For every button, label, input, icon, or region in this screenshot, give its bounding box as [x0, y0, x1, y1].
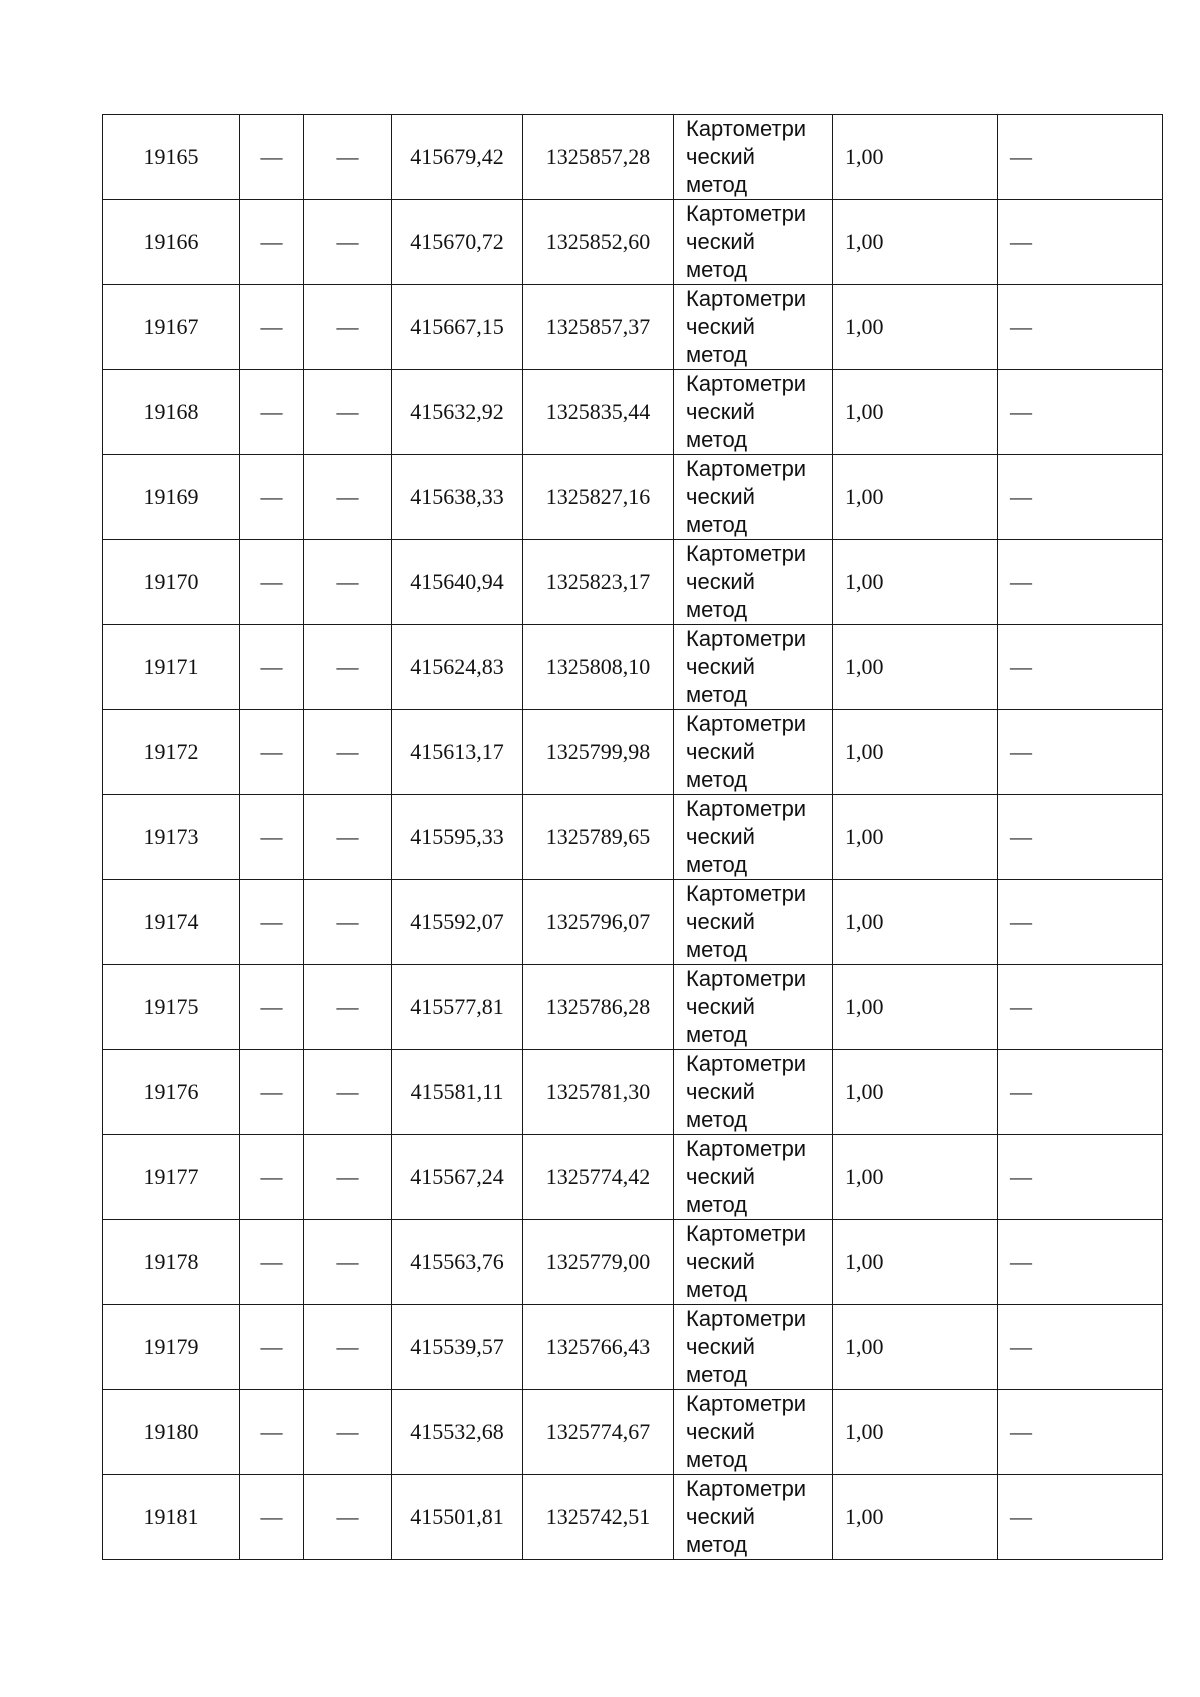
point-number: 19172	[143, 739, 199, 764]
method-text: Картометри ческий метод	[686, 456, 807, 537]
accuracy-cell	[833, 370, 998, 455]
empty-value-cell	[304, 1390, 392, 1475]
dash-value: —	[1010, 739, 1032, 764]
x-coordinate-cell	[392, 1305, 523, 1390]
x-coordinate-cell	[392, 540, 523, 625]
empty-value-cell	[304, 1305, 392, 1390]
method-text: Картометри ческий метод	[686, 626, 807, 707]
point-number: 19166	[143, 229, 199, 254]
point-number: 19174	[143, 909, 199, 934]
point-number: 19173	[143, 824, 199, 849]
description-cell	[998, 1305, 1163, 1390]
dash-value: —	[260, 739, 283, 764]
dash-value: —	[1010, 1249, 1032, 1274]
accuracy-cell	[833, 1220, 998, 1305]
point-number: 19165	[143, 144, 199, 169]
dash-value: —	[1010, 144, 1032, 169]
description-cell	[998, 965, 1163, 1050]
x-coordinate-cell	[392, 1390, 523, 1475]
point-number-cell	[103, 625, 240, 710]
x-coordinate: 415563,76	[410, 1249, 504, 1274]
table-row	[103, 795, 1163, 880]
table-row	[103, 1220, 1163, 1305]
method-text: Картометри ческий метод	[686, 966, 807, 1047]
accuracy-cell	[833, 115, 998, 200]
accuracy-cell	[833, 1475, 998, 1560]
empty-value-cell	[240, 115, 304, 200]
y-coordinate: 1325781,30	[545, 1079, 651, 1104]
method-text: Картометри ческий метод	[686, 201, 807, 282]
point-number-cell	[103, 1050, 240, 1135]
document-page	[102, 114, 1162, 1560]
empty-value-cell	[240, 1135, 304, 1220]
x-coordinate: 415577,81	[410, 994, 504, 1019]
method-cell	[674, 455, 833, 540]
accuracy-cell	[833, 1050, 998, 1135]
method-text: Картометри ческий метод	[686, 1391, 807, 1472]
x-coordinate-cell	[392, 115, 523, 200]
empty-value-cell	[304, 370, 392, 455]
dash-value: —	[1010, 1079, 1032, 1104]
accuracy-value: 1,00	[845, 824, 884, 849]
method-text: Картометри ческий метод	[686, 796, 807, 877]
y-coordinate-cell	[523, 1390, 674, 1475]
x-coordinate-cell	[392, 625, 523, 710]
x-coordinate: 415539,57	[410, 1334, 504, 1359]
accuracy-value: 1,00	[845, 739, 884, 764]
accuracy-cell	[833, 965, 998, 1050]
dash-value: —	[336, 144, 359, 169]
method-cell	[674, 370, 833, 455]
empty-value-cell	[304, 455, 392, 540]
accuracy-cell	[833, 1390, 998, 1475]
dash-value: —	[336, 909, 359, 934]
empty-value-cell	[240, 370, 304, 455]
point-number-cell	[103, 1220, 240, 1305]
accuracy-value: 1,00	[845, 229, 884, 254]
dash-value: —	[336, 824, 359, 849]
accuracy-value: 1,00	[845, 909, 884, 934]
dash-value: —	[260, 994, 283, 1019]
point-number-cell	[103, 1390, 240, 1475]
table-row	[103, 880, 1163, 965]
point-number: 19181	[143, 1504, 199, 1529]
method-cell	[674, 625, 833, 710]
accuracy-value: 1,00	[845, 654, 884, 679]
accuracy-cell	[833, 880, 998, 965]
x-coordinate: 415532,68	[410, 1419, 504, 1444]
method-cell	[674, 1135, 833, 1220]
point-number-cell	[103, 200, 240, 285]
method-text: Картометри ческий метод	[686, 541, 807, 622]
empty-value-cell	[240, 1475, 304, 1560]
method-text: Картометри ческий метод	[686, 1136, 807, 1217]
accuracy-value: 1,00	[845, 1334, 884, 1359]
empty-value-cell	[304, 710, 392, 795]
point-number-cell	[103, 1475, 240, 1560]
table-row	[103, 1390, 1163, 1475]
dash-value: —	[260, 654, 283, 679]
table-row	[103, 625, 1163, 710]
y-coordinate: 1325799,98	[545, 739, 651, 764]
dash-value: —	[260, 824, 283, 849]
dash-value: —	[1010, 399, 1032, 424]
dash-value: —	[260, 1334, 283, 1359]
description-cell	[998, 880, 1163, 965]
y-coordinate-cell	[523, 795, 674, 880]
point-number-cell	[103, 540, 240, 625]
method-text: Картометри ческий метод	[686, 1306, 807, 1387]
x-coordinate: 415592,07	[410, 909, 504, 934]
point-number-cell	[103, 795, 240, 880]
description-cell	[998, 625, 1163, 710]
dash-value: —	[1010, 909, 1032, 934]
description-cell	[998, 455, 1163, 540]
table-row	[103, 285, 1163, 370]
description-cell	[998, 540, 1163, 625]
y-coordinate-cell	[523, 455, 674, 540]
y-coordinate: 1325796,07	[545, 909, 651, 934]
method-cell	[674, 795, 833, 880]
accuracy-value: 1,00	[845, 1164, 884, 1189]
table-row	[103, 1050, 1163, 1135]
dash-value: —	[260, 1419, 283, 1444]
y-coordinate: 1325857,28	[545, 144, 651, 169]
accuracy-cell	[833, 1305, 998, 1390]
empty-value-cell	[304, 625, 392, 710]
dash-value: —	[260, 1504, 283, 1529]
dash-value: —	[1010, 484, 1032, 509]
method-text: Картометри ческий метод	[686, 371, 807, 452]
point-number-cell	[103, 710, 240, 795]
method-text: Картометри ческий метод	[686, 286, 807, 367]
x-coordinate-cell	[392, 795, 523, 880]
empty-value-cell	[304, 200, 392, 285]
point-number: 19168	[143, 399, 199, 424]
y-coordinate-cell	[523, 370, 674, 455]
table-row	[103, 965, 1163, 1050]
dash-value: —	[1010, 229, 1032, 254]
x-coordinate-cell	[392, 965, 523, 1050]
x-coordinate: 415679,42	[410, 144, 504, 169]
y-coordinate-cell	[523, 540, 674, 625]
table-row	[103, 370, 1163, 455]
dash-value: —	[260, 1249, 283, 1274]
empty-value-cell	[240, 880, 304, 965]
empty-value-cell	[240, 965, 304, 1050]
dash-value: —	[260, 314, 283, 339]
method-cell	[674, 540, 833, 625]
empty-value-cell	[240, 540, 304, 625]
method-cell	[674, 1220, 833, 1305]
description-cell	[998, 795, 1163, 880]
y-coordinate: 1325774,42	[545, 1164, 651, 1189]
x-coordinate: 415613,17	[410, 739, 504, 764]
table-row	[103, 115, 1163, 200]
description-cell	[998, 1220, 1163, 1305]
accuracy-value: 1,00	[845, 1079, 884, 1104]
y-coordinate: 1325789,65	[545, 824, 651, 849]
y-coordinate: 1325779,00	[545, 1249, 651, 1274]
method-cell	[674, 285, 833, 370]
dash-value: —	[336, 569, 359, 594]
description-cell	[998, 285, 1163, 370]
x-coordinate-cell	[392, 285, 523, 370]
x-coordinate-cell	[392, 1135, 523, 1220]
dash-value: —	[336, 484, 359, 509]
dash-value: —	[260, 229, 283, 254]
method-cell	[674, 1390, 833, 1475]
y-coordinate-cell	[523, 200, 674, 285]
x-coordinate-cell	[392, 880, 523, 965]
method-text: Картометри ческий метод	[686, 1221, 807, 1302]
x-coordinate: 415667,15	[410, 314, 504, 339]
y-coordinate: 1325827,16	[545, 484, 651, 509]
accuracy-value: 1,00	[845, 144, 884, 169]
empty-value-cell	[240, 1220, 304, 1305]
x-coordinate: 415624,83	[410, 654, 504, 679]
x-coordinate-cell	[392, 710, 523, 795]
y-coordinate-cell	[523, 1050, 674, 1135]
accuracy-value: 1,00	[845, 569, 884, 594]
x-coordinate-cell	[392, 200, 523, 285]
y-coordinate-cell	[523, 285, 674, 370]
description-cell	[998, 115, 1163, 200]
method-cell	[674, 710, 833, 795]
method-text: Картометри ческий метод	[686, 711, 807, 792]
description-cell	[998, 1390, 1163, 1475]
method-cell	[674, 115, 833, 200]
coordinates-table	[102, 114, 1163, 1560]
x-coordinate: 415638,33	[410, 484, 504, 509]
point-number-cell	[103, 370, 240, 455]
table-row	[103, 710, 1163, 795]
y-coordinate-cell	[523, 710, 674, 795]
dash-value: —	[336, 399, 359, 424]
point-number: 19180	[143, 1419, 199, 1444]
y-coordinate-cell	[523, 880, 674, 965]
accuracy-cell	[833, 1135, 998, 1220]
table-row	[103, 1305, 1163, 1390]
accuracy-value: 1,00	[845, 399, 884, 424]
dash-value: —	[336, 314, 359, 339]
method-text: Картометри ческий метод	[686, 1476, 807, 1557]
empty-value-cell	[240, 1305, 304, 1390]
method-cell	[674, 1050, 833, 1135]
description-cell	[998, 710, 1163, 795]
point-number: 19170	[143, 569, 199, 594]
empty-value-cell	[304, 1135, 392, 1220]
y-coordinate: 1325742,51	[545, 1504, 651, 1529]
y-coordinate-cell	[523, 115, 674, 200]
empty-value-cell	[304, 285, 392, 370]
method-text: Картометри ческий метод	[686, 1051, 807, 1132]
dash-value: —	[336, 229, 359, 254]
empty-value-cell	[304, 965, 392, 1050]
y-coordinate-cell	[523, 1475, 674, 1560]
method-cell	[674, 880, 833, 965]
empty-value-cell	[304, 880, 392, 965]
point-number: 19175	[143, 994, 199, 1019]
table-row	[103, 455, 1163, 540]
dash-value: —	[260, 909, 283, 934]
accuracy-cell	[833, 795, 998, 880]
method-cell	[674, 200, 833, 285]
x-coordinate: 415640,94	[410, 569, 504, 594]
dash-value: —	[336, 739, 359, 764]
table-row	[103, 200, 1163, 285]
y-coordinate: 1325835,44	[545, 399, 651, 424]
x-coordinate-cell	[392, 1220, 523, 1305]
empty-value-cell	[304, 1050, 392, 1135]
dash-value: —	[336, 1334, 359, 1359]
description-cell	[998, 1135, 1163, 1220]
empty-value-cell	[304, 1475, 392, 1560]
accuracy-cell	[833, 625, 998, 710]
dash-value: —	[1010, 1419, 1032, 1444]
dash-value: —	[336, 1079, 359, 1104]
dash-value: —	[1010, 1504, 1032, 1529]
y-coordinate: 1325766,43	[545, 1334, 651, 1359]
accuracy-cell	[833, 710, 998, 795]
dash-value: —	[260, 1164, 283, 1189]
x-coordinate: 415581,11	[410, 1079, 504, 1104]
accuracy-value: 1,00	[845, 994, 884, 1019]
y-coordinate-cell	[523, 1220, 674, 1305]
point-number-cell	[103, 1305, 240, 1390]
dash-value: —	[336, 1164, 359, 1189]
y-coordinate: 1325857,37	[545, 314, 651, 339]
dash-value: —	[1010, 654, 1032, 679]
method-cell	[674, 1305, 833, 1390]
empty-value-cell	[240, 625, 304, 710]
empty-value-cell	[304, 115, 392, 200]
point-number-cell	[103, 965, 240, 1050]
accuracy-cell	[833, 540, 998, 625]
dash-value: —	[260, 484, 283, 509]
x-coordinate-cell	[392, 455, 523, 540]
y-coordinate-cell	[523, 965, 674, 1050]
empty-value-cell	[240, 1050, 304, 1135]
method-text: Картометри ческий метод	[686, 881, 807, 962]
description-cell	[998, 1050, 1163, 1135]
accuracy-value: 1,00	[845, 484, 884, 509]
table-body	[103, 115, 1163, 1560]
x-coordinate-cell	[392, 1475, 523, 1560]
point-number-cell	[103, 880, 240, 965]
dash-value: —	[336, 1249, 359, 1274]
empty-value-cell	[304, 795, 392, 880]
y-coordinate: 1325823,17	[545, 569, 651, 594]
table-row	[103, 1135, 1163, 1220]
empty-value-cell	[240, 1390, 304, 1475]
empty-value-cell	[240, 455, 304, 540]
y-coordinate: 1325808,10	[545, 654, 651, 679]
point-number-cell	[103, 285, 240, 370]
dash-value: —	[336, 994, 359, 1019]
method-cell	[674, 1475, 833, 1560]
x-coordinate-cell	[392, 370, 523, 455]
point-number: 19178	[143, 1249, 199, 1274]
accuracy-cell	[833, 200, 998, 285]
table-row	[103, 540, 1163, 625]
point-number: 19171	[143, 654, 199, 679]
method-text: Картометри ческий метод	[686, 116, 807, 197]
y-coordinate: 1325786,28	[545, 994, 651, 1019]
point-number: 19176	[143, 1079, 199, 1104]
dash-value: —	[1010, 1334, 1032, 1359]
y-coordinate-cell	[523, 1305, 674, 1390]
dash-value: —	[260, 399, 283, 424]
accuracy-cell	[833, 455, 998, 540]
empty-value-cell	[240, 795, 304, 880]
empty-value-cell	[240, 285, 304, 370]
table-row	[103, 1475, 1163, 1560]
dash-value: —	[260, 144, 283, 169]
dash-value: —	[336, 1504, 359, 1529]
x-coordinate: 415501,81	[410, 1504, 504, 1529]
dash-value: —	[260, 569, 283, 594]
method-cell	[674, 965, 833, 1050]
dash-value: —	[336, 1419, 359, 1444]
point-number: 19179	[143, 1334, 199, 1359]
accuracy-value: 1,00	[845, 314, 884, 339]
point-number: 19169	[143, 484, 199, 509]
description-cell	[998, 370, 1163, 455]
accuracy-value: 1,00	[845, 1249, 884, 1274]
y-coordinate: 1325774,67	[545, 1419, 651, 1444]
x-coordinate: 415632,92	[410, 399, 504, 424]
description-cell	[998, 1475, 1163, 1560]
accuracy-cell	[833, 285, 998, 370]
dash-value: —	[1010, 824, 1032, 849]
point-number-cell	[103, 455, 240, 540]
dash-value: —	[1010, 994, 1032, 1019]
dash-value: —	[1010, 1164, 1032, 1189]
y-coordinate: 1325852,60	[545, 229, 651, 254]
accuracy-value: 1,00	[845, 1504, 884, 1529]
x-coordinate: 415670,72	[410, 229, 504, 254]
x-coordinate-cell	[392, 1050, 523, 1135]
x-coordinate: 415595,33	[410, 824, 504, 849]
dash-value: —	[260, 1079, 283, 1104]
empty-value-cell	[304, 540, 392, 625]
point-number: 19177	[143, 1164, 199, 1189]
dash-value: —	[336, 654, 359, 679]
y-coordinate-cell	[523, 1135, 674, 1220]
dash-value: —	[1010, 569, 1032, 594]
description-cell	[998, 200, 1163, 285]
empty-value-cell	[240, 200, 304, 285]
x-coordinate: 415567,24	[410, 1164, 504, 1189]
empty-value-cell	[304, 1220, 392, 1305]
accuracy-value: 1,00	[845, 1419, 884, 1444]
point-number-cell	[103, 1135, 240, 1220]
point-number-cell	[103, 115, 240, 200]
point-number: 19167	[143, 314, 199, 339]
y-coordinate-cell	[523, 625, 674, 710]
empty-value-cell	[240, 710, 304, 795]
dash-value: —	[1010, 314, 1032, 339]
